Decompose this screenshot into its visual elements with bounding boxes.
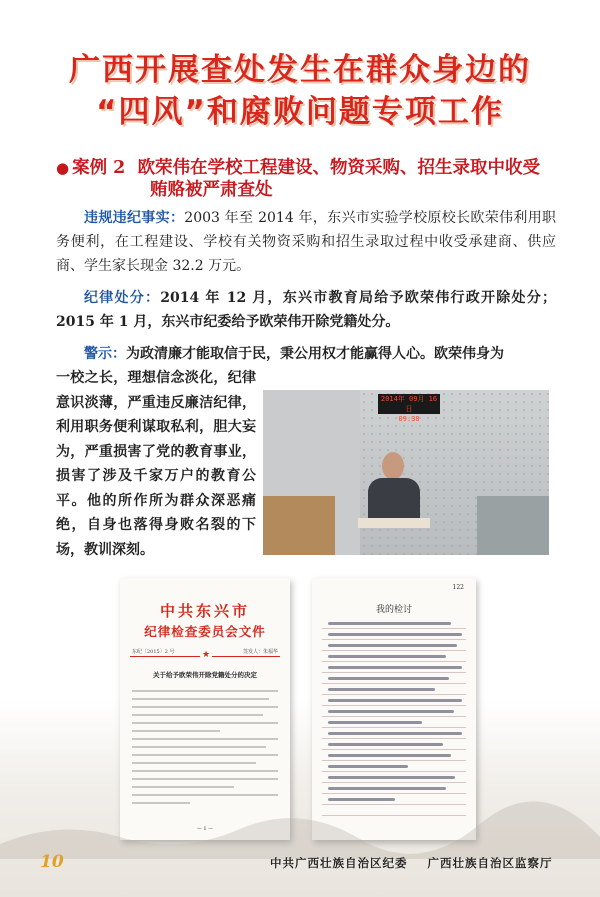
facts-paragraph [56, 206, 556, 278]
doc-subject: 关于给予欧荣伟开除党籍处分的决定 [153, 671, 257, 679]
star-icon: ★ [202, 650, 211, 660]
page-title-line2: “四风”和腐败问题专项工作 [96, 94, 504, 130]
doc-org-line1: 中共东兴市 [159, 602, 250, 620]
footer-org1: 中共广西壮族自治区纪委 [270, 856, 408, 870]
punishment-label: 纪律处分： [84, 290, 161, 306]
photo-inset-right [477, 496, 549, 555]
punishment-text: 2014 年 12 月，东兴市教育局给予欧荣伟行政开除处分；2015 年 1 月，东兴市纪委给予欧荣伟开除党籍处分。 [56, 290, 557, 330]
footer-organizations [270, 855, 553, 871]
warning-text-rest: 一校之长，理想信念淡化，纪律意识淡薄，严重违反廉洁纪律，利用职务便利谋取私利，胆大妄为，严重损害了党的教育事业，损害了涉及千家万户的教育公平。他的所作所为群众深恶痛绝，自身也落得身败名裂的下场，教训深刻。 [56, 370, 256, 558]
photo-inset-left [263, 496, 335, 555]
page-title-line1: 广西开展查处发生在群众身边的 [69, 52, 531, 88]
doc2-page-number: 122 [452, 584, 464, 591]
desk [358, 518, 430, 528]
case-heading [56, 157, 566, 201]
facts-text: 2003 年至 2014 年，东兴市实验学校原校长欧荣伟利用职务便利，在工程建设、学校有关物资采购和招生录取过程中收受承建商、供应商、学生家长现金 32.2 万元。 [56, 210, 557, 274]
case-heading-line2: 贿赂被严肃查处 [150, 180, 273, 200]
bullet-icon: ● [56, 159, 70, 177]
person-head [382, 452, 404, 480]
doc-number: 东纪〔2015〕2 号 [132, 649, 175, 655]
hills-decoration [0, 799, 600, 859]
warning-text-line1: 为政清廉才能取信于民，秉公用权才能赢得人心。欧荣伟身为 [126, 346, 504, 362]
doc-page-number: — 1 — [196, 826, 214, 832]
doc-signer: 签发人：朱福华 [242, 649, 278, 655]
doc2-title: 我的检讨 [375, 605, 412, 615]
case-label: 案例 2 [72, 158, 126, 178]
footer-page-number: 10 [40, 852, 64, 872]
doc-org-line2: 纪律检查委员会文件 [144, 624, 266, 639]
facts-label: 违规违纪事实： [84, 210, 185, 226]
photo-clock: 2014年 09月 16日 09:38 [378, 394, 440, 414]
doc-body-text [132, 690, 278, 810]
warning-label: 警示： [84, 346, 126, 362]
warning-paragraph [56, 342, 556, 366]
interrogation-photo [263, 390, 549, 555]
footer-org2: 广西壮族自治区监察厅 [427, 856, 553, 870]
case-heading-line1: 欧荣伟在学校工程建设、物资采购、招生录取中收受 [137, 158, 541, 178]
punishment-paragraph [56, 286, 556, 334]
handwritten-text [328, 622, 462, 809]
